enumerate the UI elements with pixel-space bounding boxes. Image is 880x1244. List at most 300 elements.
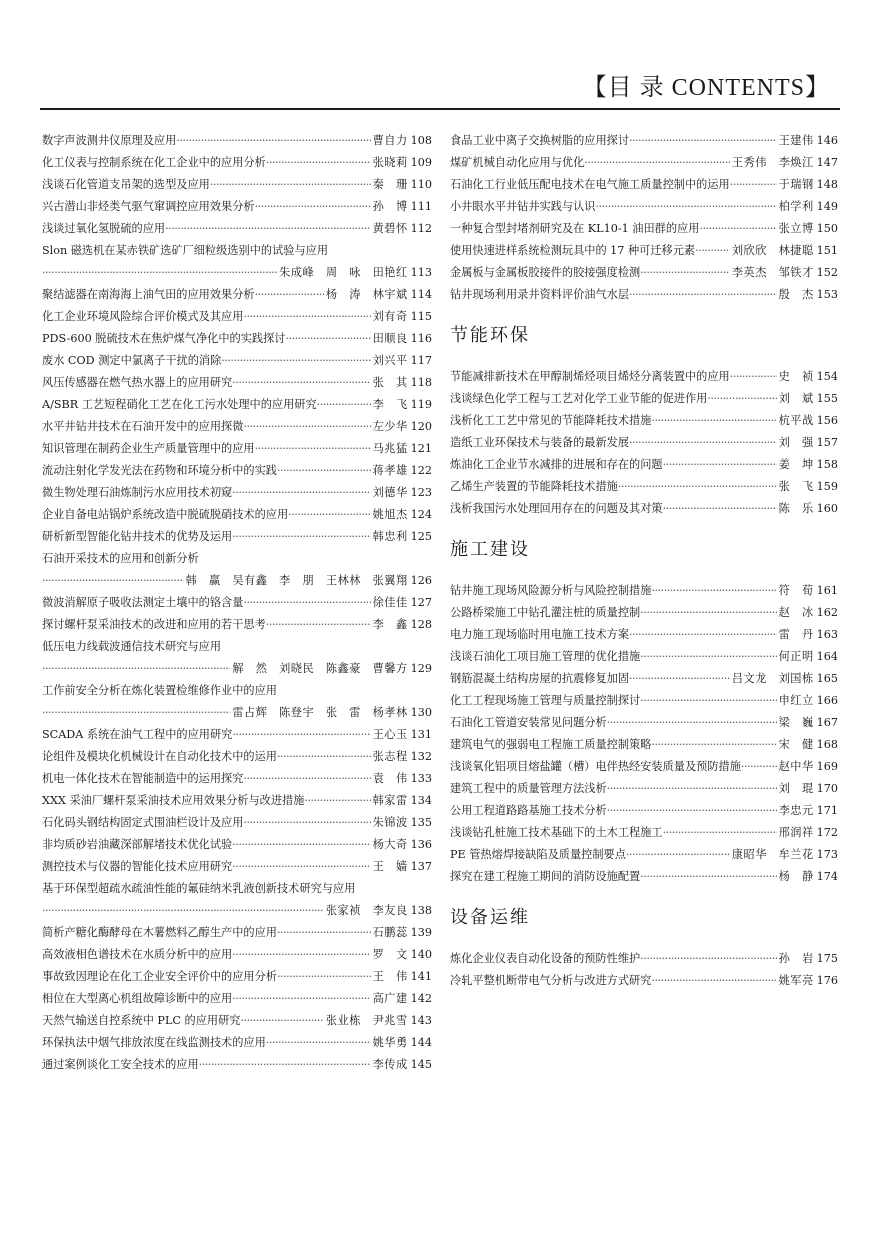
entry-title: 石化码头钢结构固定式围油栏设计及应用 bbox=[42, 816, 244, 829]
toc-entry[interactable] bbox=[450, 690, 838, 712]
entry-title: 企业自备电站锅炉系统改造中脱硫脱硝技术的应用 bbox=[42, 508, 289, 521]
dot-leader bbox=[584, 152, 730, 174]
entry-row bbox=[450, 624, 838, 646]
dot-leader bbox=[243, 592, 370, 614]
toc-entry[interactable] bbox=[450, 130, 838, 152]
entry-title: 炼油化工企业节水减排的进展和存在的问题 bbox=[450, 458, 663, 471]
entry-title: 风压传感器在燃气热水器上的应用研究 bbox=[42, 376, 233, 389]
entry-authors: 黄碧怀 bbox=[372, 222, 408, 235]
entry-row bbox=[450, 476, 838, 498]
entry-title: 浅谈氧化铝项目熔盐罐（槽）电伴热经安装质量及预防措施 bbox=[450, 760, 741, 773]
entry-page: 166 bbox=[816, 694, 838, 707]
entry-page: 117 bbox=[410, 354, 432, 367]
entry-title: 冷轧平整机断带电气分析与改进方式研究 bbox=[450, 974, 652, 987]
toc-entry[interactable] bbox=[42, 460, 432, 482]
entry-title: 兴古潜山非烃类气驱气窜调控应用效果分析 bbox=[42, 200, 255, 213]
dot-leader bbox=[243, 416, 370, 438]
toc-entry[interactable] bbox=[42, 1054, 432, 1076]
entry-page: 172 bbox=[816, 826, 838, 839]
toc-entry[interactable] bbox=[42, 504, 432, 526]
entry-authors: 刘兴平 bbox=[372, 354, 408, 367]
toc-entry[interactable] bbox=[450, 646, 838, 668]
entry-title: 使用快速进样系统检测玩具中的 17 种可迁移元素 bbox=[450, 244, 696, 257]
entry-page: 114 bbox=[410, 288, 432, 301]
entry-title: 钻井现场利用录井资料评价油气水层 bbox=[450, 288, 630, 301]
entry-page: 144 bbox=[410, 1036, 432, 1049]
toc-entry[interactable] bbox=[42, 812, 432, 834]
entry-row bbox=[42, 152, 432, 174]
entry-page: 132 bbox=[410, 750, 432, 763]
entry-authors: 高广建 bbox=[372, 992, 408, 1005]
entry-authors: 杨大奇 bbox=[372, 838, 408, 851]
entry-authors: 朱锦波 bbox=[372, 816, 408, 829]
entry-title: 通过案例谈化工安全技术的应用 bbox=[42, 1058, 199, 1071]
entry-title: 微生物处理石油炼制污水应用技术初窥 bbox=[42, 486, 233, 499]
dot-leader bbox=[663, 822, 777, 844]
toc-entry[interactable] bbox=[42, 438, 432, 460]
dot-leader bbox=[232, 834, 370, 856]
entry-title: 知识管理在制药企业生产质量管理中的应用 bbox=[42, 442, 255, 455]
entry-authors: 张 飞 bbox=[778, 480, 814, 493]
dot-leader bbox=[42, 570, 184, 592]
dot-leader bbox=[243, 768, 370, 790]
toc-entry[interactable] bbox=[450, 498, 838, 520]
dot-leader bbox=[243, 306, 370, 328]
page-title: 【目 录 CONTENTS】 bbox=[582, 75, 830, 101]
dot-leader bbox=[695, 240, 730, 262]
entry-row bbox=[42, 328, 432, 350]
entry-title: 煤矿机械自动化应用与优化 bbox=[450, 156, 585, 169]
entry-page: 122 bbox=[410, 464, 432, 477]
toc-entry[interactable] bbox=[42, 768, 432, 790]
entry-row bbox=[42, 350, 432, 372]
entry-authors: 张立博 bbox=[778, 222, 814, 235]
entry-title: 天然气输送自控系统中 PLC 的应用研究 bbox=[42, 1014, 241, 1027]
entry-row bbox=[450, 284, 838, 306]
entry-title: 电力施工现场临时用电施工技术方案 bbox=[450, 628, 630, 641]
entry-page: 169 bbox=[816, 760, 838, 773]
dot-leader bbox=[651, 734, 776, 756]
dot-leader bbox=[607, 778, 777, 800]
entry-row bbox=[42, 944, 432, 966]
entry-page: 174 bbox=[816, 870, 838, 883]
toc-entry[interactable] bbox=[450, 196, 838, 218]
dot-leader bbox=[595, 196, 776, 218]
entry-row bbox=[450, 388, 838, 410]
entry-title: 非均质砂岩油藏深部解堵技术优化试验 bbox=[42, 838, 233, 851]
entry-authors: 曹自力 bbox=[372, 134, 408, 147]
entry-row bbox=[450, 844, 838, 866]
toc-entry[interactable] bbox=[42, 328, 432, 350]
entry-row bbox=[450, 174, 838, 196]
entry-row bbox=[450, 948, 838, 970]
entry-authors: 刘 琨 bbox=[778, 782, 814, 795]
entry-page: 121 bbox=[410, 442, 432, 455]
entry-authors: 雷 丹 bbox=[778, 628, 814, 641]
toc-entry[interactable] bbox=[450, 948, 838, 970]
toc-entry[interactable] bbox=[42, 218, 432, 240]
entry-page: 110 bbox=[410, 178, 432, 191]
entry-row bbox=[450, 602, 838, 624]
entry-row bbox=[450, 668, 838, 690]
dot-leader bbox=[629, 130, 777, 152]
entry-authors: 康昭华 牟兰花 bbox=[731, 848, 814, 861]
dot-leader bbox=[640, 690, 776, 712]
toc-entry[interactable] bbox=[450, 734, 838, 756]
dot-leader bbox=[210, 174, 371, 196]
dot-leader bbox=[277, 460, 371, 482]
toc-entry[interactable] bbox=[450, 240, 838, 262]
toc-entry[interactable] bbox=[42, 636, 432, 680]
entry-page: 143 bbox=[410, 1014, 432, 1027]
entry-authors: 李 鑫 bbox=[372, 618, 408, 631]
entry-title: 流动注射化学发光法在药物和环境分析中的实践 bbox=[42, 464, 277, 477]
entry-row bbox=[42, 1054, 432, 1076]
entry-row bbox=[450, 734, 838, 756]
entry-title: 公路桥梁施工中钻孔灌注桩的质量控制 bbox=[450, 606, 641, 619]
toc-entry[interactable] bbox=[450, 152, 838, 174]
entry-page: 109 bbox=[410, 156, 432, 169]
entry-authors: 孙 博 bbox=[372, 200, 408, 213]
entry-authors: 于瑞钢 bbox=[778, 178, 814, 191]
toc-entry[interactable] bbox=[42, 680, 432, 724]
entry-authors: 李忠元 bbox=[778, 804, 814, 817]
dot-leader bbox=[232, 988, 370, 1010]
entry-row bbox=[42, 526, 432, 548]
toc-entry[interactable] bbox=[42, 196, 432, 218]
entry-authors: 刘有奇 bbox=[372, 310, 408, 323]
entry-row bbox=[42, 284, 432, 306]
dot-leader bbox=[640, 646, 776, 668]
entry-row bbox=[42, 218, 432, 240]
entry-row bbox=[42, 416, 432, 438]
entry-page: 168 bbox=[816, 738, 838, 751]
entry-authors: 何正明 bbox=[778, 650, 814, 663]
entry-page: 173 bbox=[816, 848, 838, 861]
entry-authors: 姚华勇 bbox=[372, 1036, 408, 1049]
dot-leader bbox=[255, 284, 324, 306]
entry-authors: 杨 静 bbox=[778, 870, 814, 883]
toc-entry[interactable] bbox=[450, 844, 838, 866]
entry-title: 小井眼水平井钻井实践与认识 bbox=[450, 200, 596, 213]
entry-authors: 赵中华 bbox=[778, 760, 814, 773]
entry-title: 环保执法中烟气排放浓度在线监测技术的应用 bbox=[42, 1036, 266, 1049]
entry-page: 134 bbox=[410, 794, 432, 807]
toc-entry[interactable] bbox=[450, 218, 838, 240]
entry-page: 112 bbox=[410, 222, 432, 235]
toc-entry[interactable] bbox=[450, 432, 838, 454]
entry-title: 浅谈过氧化氢脱硫的应用 bbox=[42, 222, 166, 235]
toc-entry[interactable] bbox=[42, 548, 432, 592]
toc-entry[interactable] bbox=[42, 922, 432, 944]
toc-entry[interactable] bbox=[42, 944, 432, 966]
toc-entry[interactable] bbox=[450, 756, 838, 778]
dot-leader bbox=[707, 388, 776, 410]
toc-entry[interactable] bbox=[42, 1010, 432, 1032]
toc-entry[interactable] bbox=[450, 602, 838, 624]
entry-title: 炼化企业仪表自动化设备的预防性维护 bbox=[450, 952, 641, 965]
entry-row bbox=[42, 504, 432, 526]
entry-page: 167 bbox=[816, 716, 838, 729]
entry-page: 164 bbox=[816, 650, 838, 663]
toc-entry[interactable] bbox=[42, 614, 432, 636]
toc-entry[interactable] bbox=[42, 394, 432, 416]
dot-leader bbox=[232, 526, 370, 548]
dot-leader bbox=[640, 948, 776, 970]
entry-title: 相位在大型离心机组故障诊断中的应用 bbox=[42, 992, 233, 1005]
entry-row bbox=[42, 306, 432, 328]
entry-authors: 刘欣欣 林捷聪 bbox=[731, 244, 814, 257]
entry-authors: 殷 杰 bbox=[778, 288, 814, 301]
entry-title: 化工工程现场施工管理与质量控制探讨 bbox=[450, 694, 641, 707]
toc-entry[interactable] bbox=[450, 366, 838, 388]
entry-title: XXX 采油厂螺杆泵采油技术应用效果分析与改进措施 bbox=[42, 794, 305, 807]
entry-title: 聚结滤器在南海海上油气田的应用效果分析 bbox=[42, 288, 255, 301]
toc-entry[interactable] bbox=[450, 712, 838, 734]
dot-leader bbox=[255, 438, 371, 460]
entry-page: 116 bbox=[410, 332, 432, 345]
entry-title: 浅谈石化管道支吊架的选型及应用 bbox=[42, 178, 210, 191]
dot-leader bbox=[266, 152, 371, 174]
toc-entry[interactable] bbox=[450, 580, 838, 602]
dot-leader bbox=[640, 866, 776, 888]
entry-row bbox=[42, 460, 432, 482]
entry-page: 115 bbox=[410, 310, 432, 323]
toc-entry[interactable] bbox=[450, 174, 838, 196]
entry-row bbox=[42, 482, 432, 504]
entry-authors: 王 嫱 bbox=[372, 860, 408, 873]
entry-authors: 宋 健 bbox=[778, 738, 814, 751]
entry-title: 金属板与金属板胶接件的胶接强度检测 bbox=[450, 266, 641, 279]
entry-page: 145 bbox=[410, 1058, 432, 1071]
entry-page: 155 bbox=[816, 392, 838, 405]
entry-title: 研析新型智能化钻井技术的优势及运用 bbox=[42, 530, 233, 543]
entry-row bbox=[450, 454, 838, 476]
toc-entry[interactable] bbox=[42, 482, 432, 504]
entry-title: 石油开采技术的应用和创新分析 bbox=[42, 552, 199, 565]
entry-authors: 张业栋 尹兆雪 bbox=[325, 1014, 408, 1027]
entry-authors: 符 荀 bbox=[778, 584, 814, 597]
dot-leader bbox=[629, 284, 777, 306]
entry-title: 钻井施工现场风险源分析与风险控制措施 bbox=[450, 584, 652, 597]
entry-authors: 陈 乐 bbox=[778, 502, 814, 515]
entry-title: SCADA 系统在油气工程中的应用研究 bbox=[42, 728, 233, 741]
toc-entry[interactable] bbox=[450, 624, 838, 646]
entry-page: 120 bbox=[410, 420, 432, 433]
toc-entry[interactable] bbox=[42, 856, 432, 878]
entry-page: 111 bbox=[410, 200, 432, 213]
entry-authors: 韩家雷 bbox=[372, 794, 408, 807]
toc-entry[interactable] bbox=[42, 174, 432, 196]
toc-entry[interactable] bbox=[450, 410, 838, 432]
toc-entry[interactable] bbox=[450, 476, 838, 498]
dot-leader bbox=[232, 944, 370, 966]
entry-row bbox=[450, 690, 838, 712]
entry-title: 探究在建工程施工期间的消防设施配置 bbox=[450, 870, 641, 883]
entry-row bbox=[42, 724, 432, 746]
dot-leader bbox=[304, 790, 370, 812]
entry-leader-row bbox=[42, 702, 432, 724]
toc-entry[interactable] bbox=[42, 724, 432, 746]
dot-leader bbox=[730, 366, 777, 388]
toc-entry[interactable] bbox=[42, 592, 432, 614]
entry-title: 一种复合型封堵剂研究及在 KL10-1 油田群的应用 bbox=[450, 222, 700, 235]
toc-entry[interactable] bbox=[450, 262, 838, 284]
dot-leader bbox=[165, 218, 370, 240]
entry-authors: 柏学利 bbox=[778, 200, 814, 213]
toc-entry[interactable] bbox=[42, 130, 432, 152]
entry-title: 浅谈石油化工项目施工管理的优化措施 bbox=[450, 650, 641, 663]
entry-title: 建筑工程中的质量管理方法浅析 bbox=[450, 782, 607, 795]
dot-leader bbox=[42, 702, 230, 724]
toc-entry[interactable] bbox=[42, 1032, 432, 1054]
entry-title: 浅析我国污水处理回用存在的问题及其对策 bbox=[450, 502, 663, 515]
dot-leader bbox=[640, 262, 730, 284]
entry-page: 137 bbox=[410, 860, 432, 873]
entry-title: 低压电力线载波通信技术研究与应用 bbox=[42, 640, 222, 653]
entry-leader-row bbox=[42, 900, 432, 922]
entry-row bbox=[42, 966, 432, 988]
entry-authors: 申红立 bbox=[778, 694, 814, 707]
entry-authors: 解 然 刘晓民 陈鑫豪 曹馨方 bbox=[232, 662, 408, 675]
section-heading: 设备运维 bbox=[450, 907, 530, 928]
entry-page: 170 bbox=[816, 782, 838, 795]
entry-title: PE 管热熔焊接缺陷及质量控制要点 bbox=[450, 848, 626, 861]
toc-entry[interactable] bbox=[450, 778, 838, 800]
entry-authors: 张志程 bbox=[372, 750, 408, 763]
entry-authors: 杭平战 bbox=[778, 414, 814, 427]
entry-row bbox=[42, 746, 432, 768]
entry-authors: 刘德华 bbox=[372, 486, 408, 499]
entry-title: 简析产糖化酶酵母在木薯燃料乙醇生产中的应用 bbox=[42, 926, 277, 939]
entry-title: 乙烯生产装置的节能降耗技术措施 bbox=[450, 480, 618, 493]
toc-entry[interactable] bbox=[42, 152, 432, 174]
entry-authors: 秦 珊 bbox=[372, 178, 408, 191]
entry-row bbox=[42, 196, 432, 218]
entry-page: 128 bbox=[410, 618, 432, 631]
entry-row bbox=[450, 756, 838, 778]
entry-title: 工作前安全分析在炼化装置检维修作业中的应用 bbox=[42, 684, 277, 697]
entry-page: 171 bbox=[816, 804, 838, 817]
entry-row bbox=[450, 366, 838, 388]
entry-page: 163 bbox=[816, 628, 838, 641]
entry-authors: 史 祯 bbox=[778, 370, 814, 383]
toc-entry[interactable] bbox=[42, 878, 432, 922]
entry-row bbox=[450, 196, 838, 218]
entry-row bbox=[450, 646, 838, 668]
entry-authors: 张晓莉 bbox=[372, 156, 408, 169]
entry-page: 148 bbox=[816, 178, 838, 191]
dot-leader bbox=[663, 498, 777, 520]
entry-page: 108 bbox=[410, 134, 432, 147]
entry-authors: 雷占辉 陈登宇 张 雷 杨孝林 bbox=[232, 706, 408, 719]
entry-authors: 梁 巍 bbox=[778, 716, 814, 729]
entry-authors: 姚军亮 bbox=[778, 974, 814, 987]
dot-leader bbox=[277, 966, 371, 988]
toc-entry[interactable] bbox=[42, 834, 432, 856]
dot-leader bbox=[277, 746, 371, 768]
entry-title: 水平井钻井技术在石油开发中的应用探微 bbox=[42, 420, 244, 433]
toc-entry[interactable] bbox=[42, 306, 432, 328]
toc-entry[interactable] bbox=[42, 966, 432, 988]
toc-entry[interactable] bbox=[450, 668, 838, 690]
dot-leader bbox=[629, 624, 777, 646]
entry-authors: 赵 冰 bbox=[778, 606, 814, 619]
entry-authors: 石鹏蕊 bbox=[372, 926, 408, 939]
entry-authors: 张 其 bbox=[372, 376, 408, 389]
dot-leader bbox=[317, 394, 371, 416]
toc-entry[interactable] bbox=[450, 822, 838, 844]
entry-title: 废水 COD 测定中氯离子干扰的消除 bbox=[42, 354, 222, 367]
entry-page: 149 bbox=[816, 200, 838, 213]
entry-title: 化工企业环境风险综合评价模式及其应用 bbox=[42, 310, 244, 323]
toc-entry[interactable] bbox=[42, 372, 432, 394]
toc-entry[interactable] bbox=[42, 746, 432, 768]
toc-entry[interactable] bbox=[42, 988, 432, 1010]
entry-leader-row bbox=[42, 262, 432, 284]
toc-entry[interactable] bbox=[450, 970, 838, 992]
toc-left-column bbox=[42, 130, 432, 1076]
entry-title: 食品工业中离子交换树脂的应用探讨 bbox=[450, 134, 630, 147]
entry-page: 113 bbox=[410, 266, 432, 279]
toc-entry[interactable] bbox=[450, 866, 838, 888]
entry-title: Slon 磁选机在某赤铁矿选矿厂细粒级选别中的试验与应用 bbox=[42, 244, 329, 257]
entry-title: 节能减排新技术在甲醇制烯烃项目烯烃分离装置中的应用 bbox=[450, 370, 730, 383]
entry-page: 126 bbox=[410, 574, 432, 587]
entry-authors: 姜 坤 bbox=[778, 458, 814, 471]
entry-authors: 徐佳佳 bbox=[372, 596, 408, 609]
section-heading: 节能环保 bbox=[450, 325, 530, 346]
entry-authors: 韩 赢 吴有鑫 李 朋 王林林 张翼翔 bbox=[185, 574, 408, 587]
toc-entry[interactable] bbox=[450, 284, 838, 306]
entry-authors: 蒋孝雄 bbox=[372, 464, 408, 477]
entry-row bbox=[450, 410, 838, 432]
dot-leader bbox=[232, 724, 370, 746]
entry-row bbox=[42, 394, 432, 416]
entry-page: 153 bbox=[816, 288, 838, 301]
entry-title: 建筑电气的强弱电工程施工质量控制策略 bbox=[450, 738, 652, 751]
dot-leader bbox=[266, 614, 371, 636]
entry-row bbox=[450, 240, 838, 262]
entry-row bbox=[450, 432, 838, 454]
entry-row bbox=[450, 866, 838, 888]
toc-entry[interactable] bbox=[42, 416, 432, 438]
entry-title: 论组件及模块化机械设计在自动化技术中的运用 bbox=[42, 750, 277, 763]
entry-row bbox=[450, 580, 838, 602]
entry-page: 162 bbox=[816, 606, 838, 619]
toc-entry[interactable] bbox=[42, 284, 432, 306]
entry-authors: 王 伟 bbox=[372, 970, 408, 983]
entry-title: 基于环保型超疏水疏油性能的氟硅纳米乳液创新技术研究与应用 bbox=[42, 882, 356, 895]
toc-entry[interactable] bbox=[450, 454, 838, 476]
entry-authors: 王建伟 bbox=[778, 134, 814, 147]
toc-entry[interactable] bbox=[42, 526, 432, 548]
dot-leader bbox=[199, 1054, 371, 1076]
entry-title: 高效液相色谱技术在水质分析中的应用 bbox=[42, 948, 233, 961]
toc-entry[interactable] bbox=[42, 790, 432, 812]
toc-entry[interactable] bbox=[450, 800, 838, 822]
toc-entry[interactable] bbox=[42, 240, 432, 284]
entry-authors: 马兆猛 bbox=[372, 442, 408, 455]
dot-leader bbox=[607, 712, 777, 734]
entry-page: 156 bbox=[816, 414, 838, 427]
entry-row bbox=[42, 592, 432, 614]
toc-entry[interactable] bbox=[450, 388, 838, 410]
entry-title: 造纸工业环保技术与装备的最新发展 bbox=[450, 436, 630, 449]
entry-page: 133 bbox=[410, 772, 432, 785]
entry-row bbox=[42, 988, 432, 1010]
toc-entry[interactable] bbox=[42, 350, 432, 372]
